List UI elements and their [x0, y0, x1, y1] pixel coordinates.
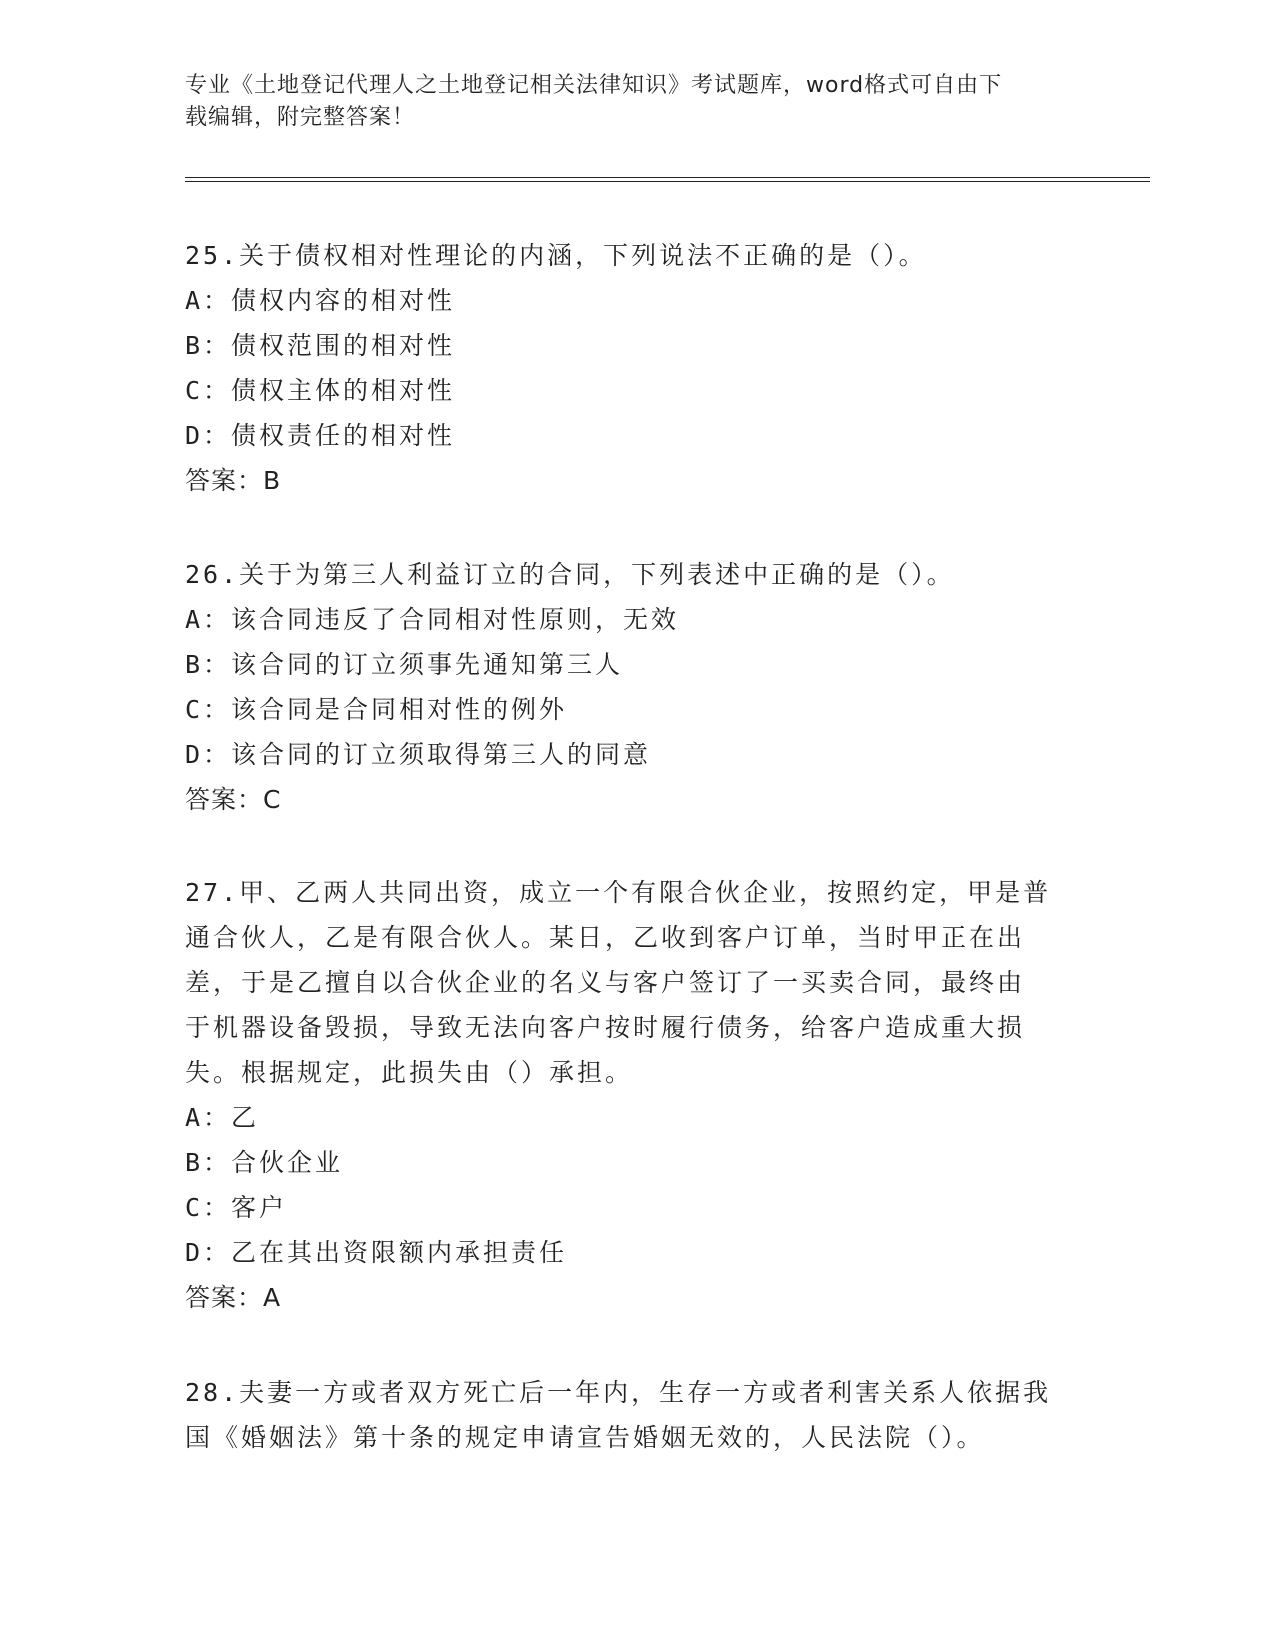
question-28 — [185, 1370, 1085, 1460]
header-line-1: 专业《土地登记代理人之土地登记相关法律知识》考试题库，word格式可自由下 — [185, 73, 1003, 98]
question-stem-line: 于机器设备毁损，导致无法向客户按时履行债务，给客户造成重大损 — [185, 1013, 1026, 1042]
document-header — [185, 70, 1065, 134]
answer: 答案：C — [185, 785, 282, 814]
question-stem-line: 失。根据规定，此损失由（）承担。 — [185, 1058, 634, 1087]
option-b: B：该合同的订立须事先通知第三人 — [185, 650, 624, 679]
question-stem-line: 27.甲、乙两人共同出资，成立一个有限合伙企业，按照约定，甲是普 — [185, 878, 1052, 907]
answer: 答案：A — [185, 1283, 282, 1312]
header-divider-top — [185, 177, 1150, 178]
question-26 — [185, 552, 1085, 822]
question-stem-line: 国《婚姻法》第十条的规定申请宣告婚姻无效的，人民法院（）。 — [185, 1423, 985, 1452]
option-c: C：该合同是合同相对性的例外 — [185, 695, 568, 724]
question-stem-line: 通合伙人，乙是有限合伙人。某日，乙收到客户订单，当时甲正在出 — [185, 923, 1026, 952]
header-line-2: 载编辑，附完整答案！ — [185, 105, 416, 130]
option-d: D：乙在其出资限额内承担责任 — [185, 1238, 568, 1267]
option-c: C：债权主体的相对性 — [185, 376, 456, 405]
question-27 — [185, 870, 1085, 1320]
option-b: B：债权范围的相对性 — [185, 331, 456, 360]
option-a: A：该合同违反了合同相对性原则，无效 — [185, 605, 680, 634]
question-stem-line: 差，于是乙擅自以合伙企业的名义与客户签订了一买卖合同，最终由 — [185, 968, 1026, 997]
option-a: A：债权内容的相对性 — [185, 286, 456, 315]
option-a: A：乙 — [185, 1103, 260, 1132]
question-stem-line: 26.关于为第三人利益订立的合同，下列表述中正确的是（）。 — [185, 560, 955, 589]
question-stem-line: 28.夫妻一方或者双方死亡后一年内，生存一方或者利害关系人依据我 — [185, 1378, 1052, 1407]
option-d: D：债权责任的相对性 — [185, 421, 456, 450]
option-b: B：合伙企业 — [185, 1148, 344, 1177]
question-25 — [185, 233, 1085, 503]
option-d: D：该合同的订立须取得第三人的同意 — [185, 740, 652, 769]
option-c: C：客户 — [185, 1193, 288, 1222]
question-stem-line: 25.关于债权相对性理论的内涵，下列说法不正确的是（）。 — [185, 241, 927, 270]
answer: 答案：B — [185, 466, 282, 495]
header-divider-bottom — [185, 181, 1150, 182]
